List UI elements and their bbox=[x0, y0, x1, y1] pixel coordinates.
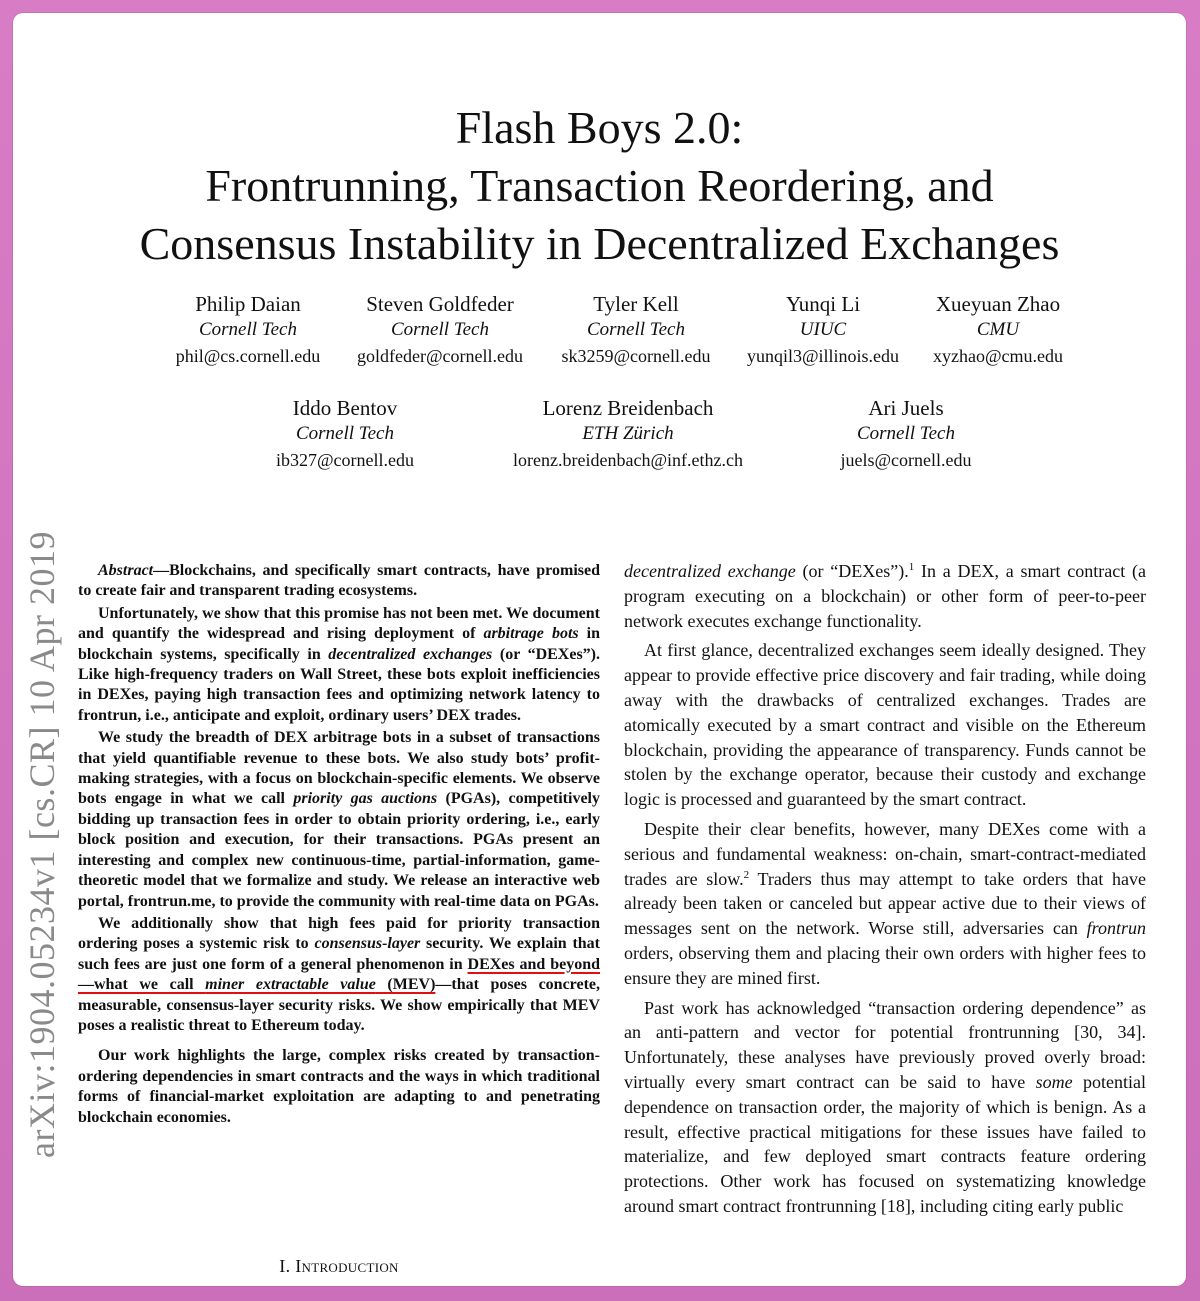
body-text: potential dependence on transaction order, the majority of which is benign. As a result, effective practical mitigations for these issues have failed to materialize, and few deployed smart contracts feature ordering protections. Other work has focused on systematizing knowledge around smart contract frontrunning [18], including citing early public bbox=[624, 1071, 1147, 1216]
title-line-1: Flash Boys 2.0: bbox=[455, 102, 744, 153]
body-text: Despite their clear benefits, however, many DEXes come with a serious and fundamental weakness: on-chain, smart-contract-mediated trades are slow. bbox=[624, 818, 1146, 889]
body-text: Traders thus may attempt to take orders that have already been taken or canceled but appear active due to their views of messages sent on the network. Worse still, adversaries can bbox=[624, 868, 1147, 939]
abstract-text: —Blockchains, and specifically smart contracts, have promised to create fair and transparent trading ecosystems. bbox=[78, 562, 600, 600]
author-affiliation: Cornell Tech bbox=[198, 319, 297, 340]
footnote-marker: 2 bbox=[743, 868, 750, 881]
author-name: Xueyuan Zhao bbox=[935, 292, 1061, 316]
body-text: In a DEX, a smart contract (a program executing on a blockchain) or other form of peer-to-peer network executes exchange functionality. bbox=[624, 561, 1146, 631]
introduction-column bbox=[624, 559, 1146, 1219]
abstract-text: —that poses concrete, measurable, consensus-layer security risks. We show empirically that MEV poses a realistic threat to Ethereum today. bbox=[78, 976, 601, 1034]
author-block bbox=[840, 395, 971, 473]
author-affiliation: CMU bbox=[976, 319, 1020, 340]
abstract-paragraph bbox=[78, 561, 600, 602]
author-email: goldfeder@cornell.edu bbox=[356, 346, 524, 366]
author-block bbox=[561, 291, 710, 369]
author-name: Iddo Bentov bbox=[292, 396, 398, 420]
author-email: xyzhao@cmu.edu bbox=[932, 346, 1064, 366]
author-block bbox=[933, 291, 1063, 369]
body-emphasis: frontrun bbox=[1086, 918, 1146, 939]
abstract-text: Unfortunately, we show that this promise has not been met. We document and quantify the widespread and rising deployment of bbox=[78, 604, 600, 643]
paper-page bbox=[13, 13, 1186, 1286]
body-paragraph bbox=[624, 559, 1146, 633]
author-affiliation: Cornell Tech bbox=[586, 319, 685, 340]
author-block bbox=[176, 291, 321, 369]
author-name: Philip Daian bbox=[195, 292, 301, 316]
author-block bbox=[513, 395, 743, 473]
abstract-paragraph bbox=[78, 604, 600, 726]
abstract-paragraph bbox=[78, 914, 600, 1036]
title-line-2: Frontrunning, Transaction Reordering, and bbox=[205, 160, 994, 211]
abstract-column bbox=[78, 561, 600, 1128]
author-name: Tyler Kell bbox=[593, 292, 679, 316]
abstract-emphasis: decentralized exchanges bbox=[328, 645, 493, 663]
author-affiliation: ETH Zürich bbox=[582, 423, 674, 444]
title-line-3: Consensus Instability in Decentralized Exchanges bbox=[139, 218, 1060, 269]
body-paragraph bbox=[624, 817, 1146, 991]
body-text: Past work has acknowledged “transaction ordering dependence” as an anti-pattern and vector for potential frontrunning [30, 34]. Unfortunately, these analyses have previously proved overly broad: virtually every smart contract can be said to have bbox=[624, 997, 1146, 1092]
abstract-emphasis: miner extractable value bbox=[205, 976, 376, 994]
section-title: Introduction bbox=[295, 1256, 399, 1276]
abstract-emphasis: arbitrage bots bbox=[483, 625, 579, 643]
abstract-text: in blockchain systems, specifically in bbox=[78, 625, 601, 663]
abstract-heading: Abstract bbox=[98, 562, 154, 579]
body-paragraph: At first glance, decentralized exchanges seem ideally designed. They appear to provide effective price discovery and fair trading, while doing away with the drawbacks of centralized exchanges. Trades are atomically executed by a smart contract and visible on the Ethereum blockchain, providing the appearance of transparency. Funds cannot be stolen by the exchange operator, because their custody and exchange logic is processed and guaranteed by the smart contract. bbox=[624, 640, 1146, 810]
author-block bbox=[276, 395, 414, 473]
author-affiliation: UIUC bbox=[799, 319, 847, 340]
paper-title bbox=[13, 99, 1186, 273]
author-affiliation: Cornell Tech bbox=[856, 423, 955, 444]
author-name: Steven Goldfeder bbox=[366, 292, 514, 316]
section-number: I. bbox=[279, 1256, 291, 1276]
abstract-text: (PGAs), competitively bidding up transaction fees in order to obtain priority ordering, i.e., early block position and execution, for their transactions. PGAs present an interesting and complex new continuous-time, partial-information, game-theoretic model that we formalize and study. We release an interactive web portal, frontrun.me, to provide the community with real-time data on PGAs. bbox=[78, 790, 601, 910]
author-affiliation: Cornell Tech bbox=[390, 319, 489, 340]
author-email: phil@cs.cornell.edu bbox=[175, 346, 321, 366]
abstract-text: We study the breadth of DEX arbitrage bots in a subset of transactions that yield quantifiable revenue to these bots. We also study bots’ profit-making strategies, with a focus on blockchain-specific elements. We observe bots engage in what we call bbox=[78, 729, 600, 808]
footnote-marker: 1 bbox=[908, 561, 915, 573]
abstract-paragraph bbox=[78, 728, 600, 912]
author-name: Yunqi Li bbox=[785, 292, 861, 316]
author-block bbox=[747, 291, 899, 369]
author-email: lorenz.breidenbach@inf.ethz.ch bbox=[513, 450, 743, 470]
abstract-text: We additionally show that high fees paid for priority transaction ordering poses a systemic risk to bbox=[78, 914, 600, 953]
body-text: (or “DEXes”). bbox=[795, 561, 909, 581]
abstract-text: (MEV) bbox=[375, 976, 436, 994]
author-email: juels@cornell.edu bbox=[840, 450, 972, 470]
author-email: sk3259@cornell.edu bbox=[561, 346, 711, 366]
abstract-text: (or “DEXes”). Like high-frequency traders on Wall Street, these bots exploit inefficiencies in DEXes, paying high transaction fees and optimizing network latency to frontrun, i.e., anticipate and exploit, ordinary users’ DEX trades. bbox=[78, 645, 601, 724]
abstract-text: security. We explain that such fees are just one form of a general phenomenon in bbox=[78, 935, 601, 973]
author-block bbox=[357, 291, 523, 369]
author-name: Lorenz Breidenbach bbox=[542, 396, 714, 420]
section-heading bbox=[78, 1256, 600, 1277]
body-emphasis: decentralized exchange bbox=[624, 561, 796, 581]
body-paragraph bbox=[624, 996, 1146, 1219]
abstract-emphasis: consensus-layer bbox=[314, 935, 421, 953]
body-text: orders, observing them and placing their own orders with higher fees to ensure they are mined first. bbox=[624, 942, 1146, 988]
body-emphasis: some bbox=[1035, 1071, 1073, 1092]
author-email: yunqil3@illinois.edu bbox=[746, 346, 900, 366]
author-name: Ari Juels bbox=[868, 396, 944, 420]
author-affiliation: Cornell Tech bbox=[295, 423, 394, 444]
author-email: ib327@cornell.edu bbox=[275, 450, 415, 470]
arxiv-stamp: arXiv:1904.05234v1 [cs.CR] 10 Apr 2019 bbox=[22, 531, 62, 1158]
abstract-emphasis: priority gas auctions bbox=[293, 790, 438, 808]
abstract-paragraph: Our work highlights the large, complex risks created by transaction-ordering dependencies in smart contracts and the ways in which traditional forms of financial-market exploitation are adapting to and penetrating blockchain economies. bbox=[78, 1047, 600, 1126]
abstract-text: DEXes and beyond—what we call bbox=[78, 955, 601, 994]
